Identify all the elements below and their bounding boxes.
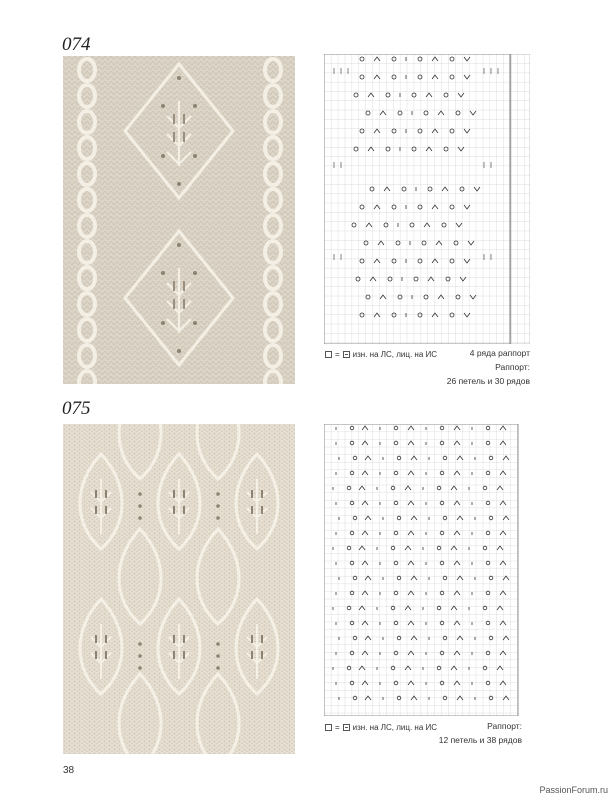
page-number: 38 [63, 765, 75, 776]
knitting-chart [324, 54, 530, 344]
knit-photo [63, 56, 295, 384]
repeat-detail: 12 петель и 38 рядов [438, 735, 522, 745]
repeat-detail: 26 петель и 30 рядов [446, 376, 530, 386]
knitting-chart [324, 424, 524, 716]
knit-photo-image [63, 424, 295, 754]
repeat-label: Раппорт: [487, 721, 522, 731]
chart-legend: = изн. на ЛС, лиц. на ИС [325, 723, 437, 732]
legend-text: изн. на ЛС, лиц. на ИС [352, 350, 438, 359]
knit-photo [63, 424, 295, 754]
legend-text: изн. на ЛС, лиц. на ИС [352, 723, 438, 732]
pattern-number: 074 [62, 34, 91, 55]
watermark: PassionForum.ru [539, 785, 608, 795]
pattern-number: 075 [62, 398, 91, 419]
repeat-rows-note: 4 ряда раппорт [469, 348, 530, 358]
repeat-label: Раппорт: [495, 362, 530, 372]
chart-legend: = изн. на ЛС, лиц. на ИС [325, 350, 437, 359]
knitting-chart-grid [324, 424, 524, 716]
knit-photo-image [63, 56, 295, 384]
knitting-chart-grid [324, 54, 530, 344]
